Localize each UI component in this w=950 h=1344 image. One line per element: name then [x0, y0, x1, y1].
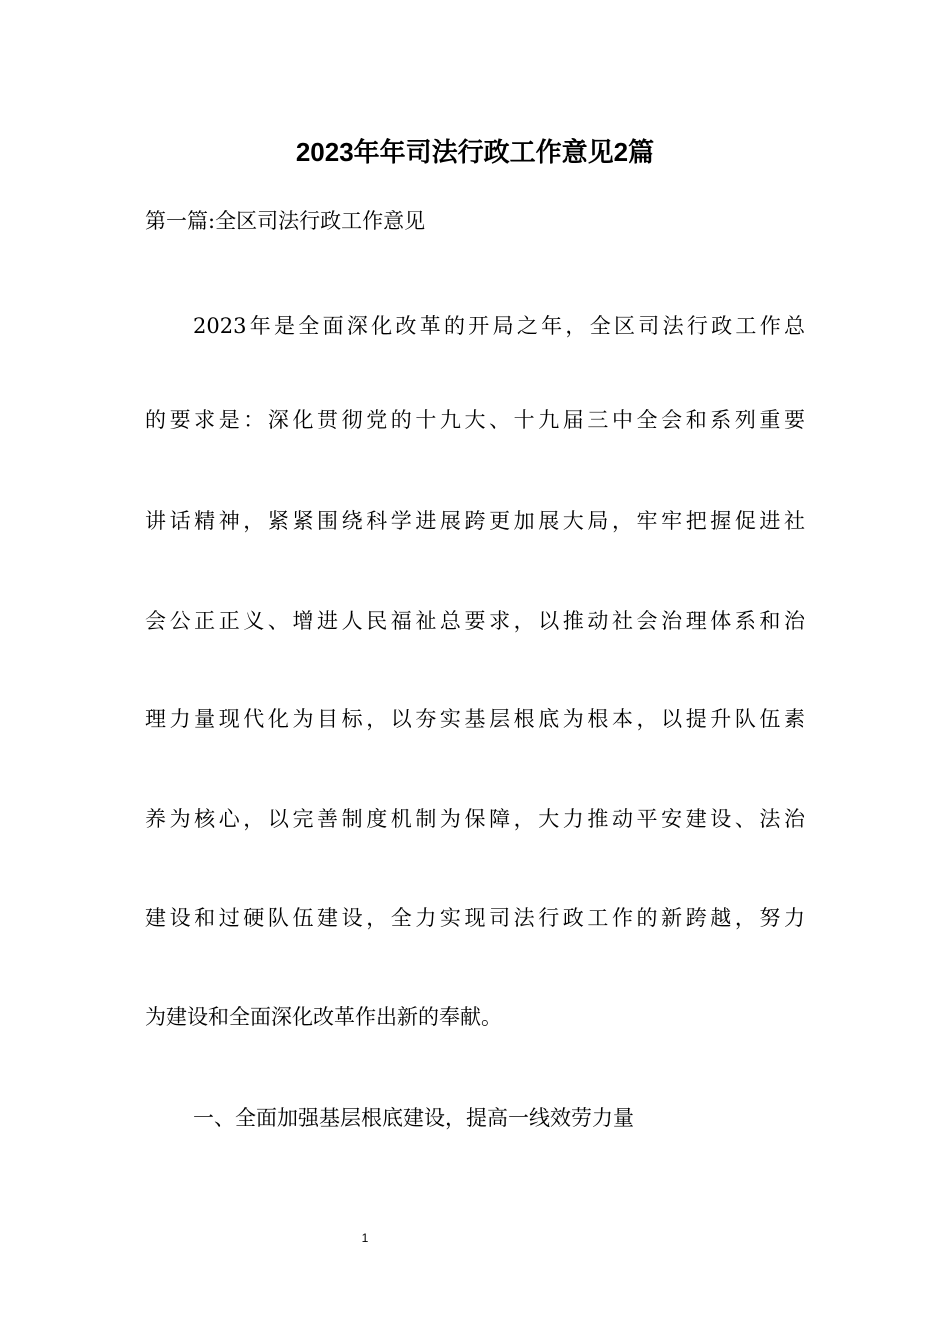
paragraph-line: 理力量现代化为目标，以夯实基层根底为根本，以提升队伍素	[145, 707, 805, 731]
page-number: 1	[361, 1231, 369, 1245]
document-subtitle: 第一篇:全区司法行政工作意见	[145, 209, 426, 233]
paragraph-line: 养为核心，以完善制度机制为保障，大力推动平安建设、法治	[145, 807, 805, 831]
paragraph-line: 建设和过硬队伍建设，全力实现司法行政工作的新跨越，努力	[145, 906, 805, 930]
paragraph-line: 的要求是：深化贯彻党的十九大、十九届三中全会和系列重要	[145, 408, 805, 432]
document-title: 2023年年司法行政工作意见2篇	[295, 137, 655, 167]
section-heading: 一、全面加强基层根底建设，提高一线效劳力量	[193, 1106, 634, 1130]
paragraph-line: 为建设和全面深化改革作出新的奉献。	[145, 1005, 502, 1029]
paragraph-line: 2023年是全面深化改革的开局之年，全区司法行政工作总	[193, 314, 805, 338]
paragraph-line: 讲话精神，紧紧围绕科学进展跨更加展大局，牢牢把握促进社	[145, 509, 805, 533]
paragraph-line: 会公正正义、增进人民福祉总要求，以推动社会治理体系和治	[145, 609, 805, 633]
